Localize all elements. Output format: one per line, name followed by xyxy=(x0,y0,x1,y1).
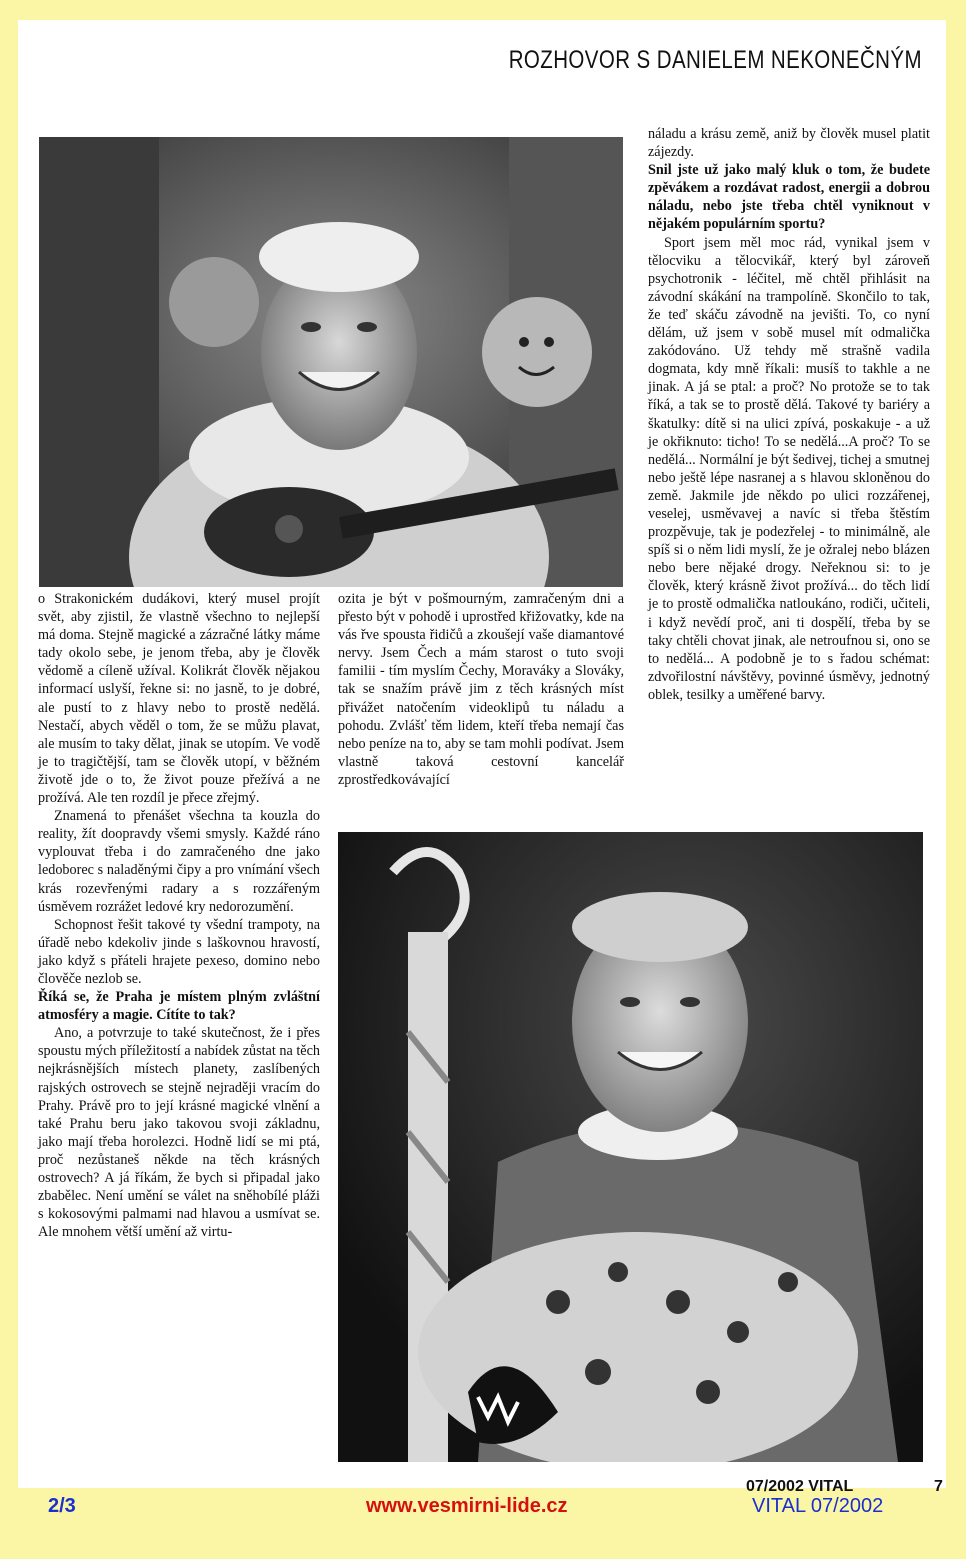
source-label: VITAL 07/2002 xyxy=(752,1495,884,1517)
page-counter: 2/3 xyxy=(48,1495,76,1517)
website-link[interactable]: www.vesmirni-lide.cz xyxy=(366,1495,568,1517)
col-left-paragraph-4: Ano, a potvrzuje to také skutečnost, že i přes spoustu mých příležitostí a nabídek zůstat na těch nejkrásnějších místech planety, zaslíbených rajských ostrovech se stejně nejraději vracím do Prahy. Právě pro to její krásné magické vlnění a také Prahu beru jako takovou svoji základnu, jako mají třeba horolezci. Hodně lidí se mi ptá, proč nezůstaneš někde na těch krásných ostrovech? A já říkám, že bych si připadal jako zbabělec. Není umění se válet na sněhobílé pláži s kokosovými palmami nad hlavou a usmívat se. Ale mnohem větší umění až virtu- xyxy=(38,1025,320,1241)
photo-staff-leopard xyxy=(338,832,923,1462)
column-right xyxy=(648,125,930,704)
col-left-paragraph-2: Znamená to přenášet všechna ta kouzla do reality, žít doopravdy všemi smysly. Každé ráno vyplouvat třeba i do zamračeného dne jako ledoborec s naladěnými čipy a pro vnímání všech krás rozevřenými radary a s rozzářeným úsměvem rozrážet ledové kry nedorozumění. xyxy=(38,808,320,915)
col-right-paragraph-2: Sport jsem měl moc rád, vynikal jsem v tělocviku a tělocvikář, který byl zároveň psychotronik - léčitel, mě chtěl přihlásit na závodní skákání na trampolíně. Skončilo to tak, že teď skáču závodně na jevišti. To, co nyní dělám, už jsem v sobě musel mít odmalička zakódováno. Už tehdy mě strašně vadila dogmata, kdy mně říkali: musíš to takhle a ne jinak. A já se ptal: a proč? No protože se to tak říká, a tak se to prostě dělá. Takové ty bariéry a škatulky: dítě si na ulici zpívá, poskakuje - a už je okřiknuto: ticho! To se nedělá...A proč? To se nedělá... Normální je být šedivej, tichej a smutnej nebo ještě lépe nasranej a s hlavou skloněnou do země. Jakmile jde někdo po ulici rozzářenej, veselej, usměvavej a navíc si třeba štěstím prozpěvuje, tak je podezřelej - to minimálně, ale spíš si o něm lidi myslí, že je ožralej nebo blázen nebo bere nějaké drogy. Neřeknou si: to je člověk, který krásně život prožívá... do těch lidí je to prostě odmalička natloukáno, rodiči, učiteli, i když nevědí proč, ani ti dospělí, třeba by se taky chtěli chovat jinak, ale netroufnou si, ono se to nedělá... A podobně je to s řadou schémat: zdvořilostní návštěvy, povinné úsměvy, jednotný oblek, tesilky a uměřené barvy. xyxy=(648,234,930,703)
column-left xyxy=(38,590,320,1241)
page-header: ROZHOVOR S DANIELEM NEKONEČNÝM xyxy=(508,46,922,74)
magazine-page xyxy=(18,20,946,1495)
photo-staff-leopard-image xyxy=(338,832,923,1462)
col-left-paragraph-1: o Strakonickém dudákovi, který musel projít svět, aby zjistil, že vlastně všechno to nejlepší má doma. Stejně magické a zázračné látky máme tady okolo sebe, je jenom třeba, aby je člověk vědomě a cíleně užíval. Kolikrát člověk nějakou informací uslyší, řekne si: no jasně, to je dobré, ale pustí to z hlavy nebo to prostě nedělá. Nestačí, abych věděl o tom, že se můžu plavat, ale musím to taky dělat, jinak se utopím. Ve vodě je to tragičtější, tam se člověk utopí, v běžném životě jde o to, že život pouze přežívá a ne prožívá. Ale ten rozdíl je přece zřejmý. xyxy=(38,591,320,807)
col-right-question: Snil jste už jako malý kluk o tom, že budete zpěvákem a rozdávat radost, energii a dobrou náladu, nebo jste třeba chtěl vyniknout v nějakém populárním sportu? xyxy=(648,162,930,233)
photo-guitar-image xyxy=(39,137,623,587)
col-left-paragraph-3: Schopnost řešit takové ty všední trampoty, na úřadě nebo kdekoliv jinde s laškovnou hravostí, jako když s přáteli hrajete pexeso, domino nebo člověče nezlob se. xyxy=(38,916,320,987)
footer-publication: 07/2002 VITAL xyxy=(746,1478,854,1495)
col-mid-paragraph-1: ozita je být v pošmourným, zamračeným dni a přesto být v pohodě i uprostřed křižovatky, kde na vás řve spousta řidičů a zkoušejí vaše diamantové nervy. Jsem Čech a mám starost o tuto svoji familii - tím myslím Čechy, Moraváky a Slováky, tak se snažím právě jim z těch krásných míst přivážet natočením videoklipů tu náladu a pohodu. Zvlášť těm lidem, kteří třeba nemají čas nebo peníze na to, aby se tam mohli podívat. Jsem vlastně taková cestovní kancelář zprostředkovávající xyxy=(338,591,624,788)
column-middle xyxy=(338,590,624,789)
photo-guitar xyxy=(39,137,623,587)
col-left-question: Říká se, že Praha je místem plným zvláštní atmosféry a magie. Cítíte to tak? xyxy=(38,989,320,1024)
footer-page-number: 7 xyxy=(934,1478,943,1495)
col-right-paragraph-1: náladu a krásu země, aniž by člověk musel platit zájezdy. xyxy=(648,126,930,161)
